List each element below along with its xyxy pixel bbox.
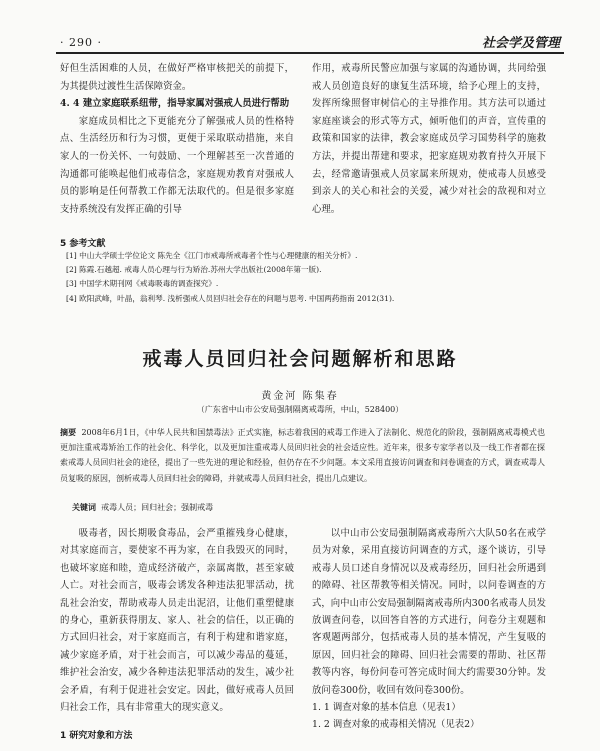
references-list: [66, 249, 546, 306]
section-heading: 4. 4 建立家庭联系纽带，指导家属对强戒人员进行帮助: [60, 98, 290, 110]
abstract: [60, 425, 545, 486]
lower-left-column: [60, 525, 294, 716]
reference-item: [2] 陈霞.石越超. 戒毒人员心理与行为矫治.苏州大学出版社(2008年第一版).: [66, 265, 322, 275]
keywords: [72, 502, 213, 513]
paragraph: 好但生活困难的人员，在做好严格审核把关的前提下，为其提供过渡性生活保障资金。: [60, 63, 294, 92]
paragraph: 作用，戒毒所民警应加强与家属的沟通协调，共同给强戒人员创造良好的康复生活环境，给予心理上的支持，发挥所缘照督审树信心的主导推作用。其方法可以通过家庭座谈会的形式等方式，倾听他们的声音，宣传重的政策和国家的法律，教会家庭成员学习国势科学的施救方法，并提出帮建和要求，把家庭规劝教育持久开展下去，经常邀请强戒人员家属来所规劝，使戒毒人员感受到亲人的关心和社会的关爱，减少对社会的敌视和对立心理。: [312, 63, 546, 215]
references-heading: 5 参考文献: [60, 239, 106, 249]
article-authors: 黄金河 陈集春: [261, 391, 339, 402]
reference-item: [3] 中国学术期刊网《戒毒吸毒的调查探究》.: [66, 279, 219, 289]
paragraph: 家庭成员相比之下更能充分了解强戒人员的性格特点、生活经历和行为习惯，更便于采取联动措施，来自家人的一份关怀、一句鼓励、一个理解甚至一次普通的沟通都可能唤起他们戒毒信念，家庭规劝教育对强戒人员的影响是任何帮教工作都无法取代的。但是很多家庭支持系统没有发挥正确的引导: [60, 115, 294, 215]
page-number: · 290 ·: [60, 36, 102, 49]
upper-right-column: [312, 60, 546, 218]
subsection-heading: 1. 2 调查对象的戒毒相关情况（见表2）: [312, 719, 480, 731]
journal-name: 社会学及管理: [481, 36, 560, 51]
lower-right-column: [312, 525, 546, 734]
section-heading-methods: 1 研究对象和方法: [60, 731, 133, 741]
subsection-heading: 1. 1 调查对象的基本信息（见表1）: [312, 702, 461, 714]
keywords-label: 关键词: [72, 503, 96, 512]
reference-item: [4] 欧阳武峰，叶晶，翁利琴. 浅析强戒人员回归社会存在的问题与思考. 中国两药指南 2012(31).: [66, 293, 395, 303]
paragraph: 以中山市公安局强制隔离戒毒所六大队50名在戒学员为对象，采用直接访问调查的方式，逐个谈访，引导戒毒人员口述自身情况以及戒毒经历，回归社会所遇到的障碍、社区帮教等相关情况。同时，以问卷调查的方式，向中山市公安局强制隔离戒毒所内300名戒毒人员发放调查问卷，以回答自答的方式进行，问卷分主观题和客观题两部分，包括戒毒人员的基本情况，产生复吸的原因，回归社会的障碍、回归社会需要的帮助、社区帮教等内容，每份问卷可答完成时间大约需要30分钟。发放问卷300份，收回有效问卷300份。: [312, 528, 546, 696]
article-title: 戒毒人员回归社会问题解析和思路: [142, 348, 458, 370]
upper-left-column: [60, 60, 294, 218]
article-affiliation: （广东省中山市公安局强制隔离戒毒所，中山，528400）: [196, 405, 404, 414]
keywords-text: 戒毒人员；回归社会；强制戒毒: [101, 503, 214, 512]
header-rule: [56, 52, 564, 54]
abstract-text: 2008年6月1日，《中华人民共和国禁毒法》正式实施，标志着我国的戒毒工作进入了法制化、规范化的阶段，强制隔离戒毒模式也更加注重戒毒矫治工作的社会化、科学化，以及更加注重戒毒人员回归社会的社会适应性。近年来，很多专家学者以及一线工作者都在探索戒毒人员回归社会的途径，提出了一些先进的理论和经验，但仍存在不少问题。本文采用直接访问调查和问卷调查的方式，调查戒毒人员复吸的原因，剖析戒毒人员回归社会的障碍，并就戒毒人员回归社会，提出几点建议。: [60, 428, 545, 483]
paragraph: 吸毒者，因长期吸食毒品，会严重摧残身心健康，对其家庭而言，要使家不再为家，在自我毁灭的同时，也破坏家庭和睦，造成经济破产，亲属离散，甚至家破人亡。对社会而言，吸毒会诱发各种违法犯罪活动，扰乱社会治安，帮助戒毒人员走出泥沼，让他们重塑健康的身心，重新获得朋友、家人、社会的信任，以正确的方式回归社会，对于家庭而言，有利于构建和谐家庭，减少家庭矛盾，对于社会而言，可以减少毒品的蔓延，维护社会治安，减少各种违法犯罪活动的发生，减少社会矛盾，有利于促进社会安定。因此，做好戒毒人员回归社会工作，具有非常重大的现实意义。: [60, 528, 294, 714]
abstract-label: 摘要: [60, 428, 77, 437]
reference-item: [1] 中山大学硕士学位论文 陈先全《江门市戒毒所戒毒者个性与心理健康的相关分析》.: [66, 251, 358, 260]
